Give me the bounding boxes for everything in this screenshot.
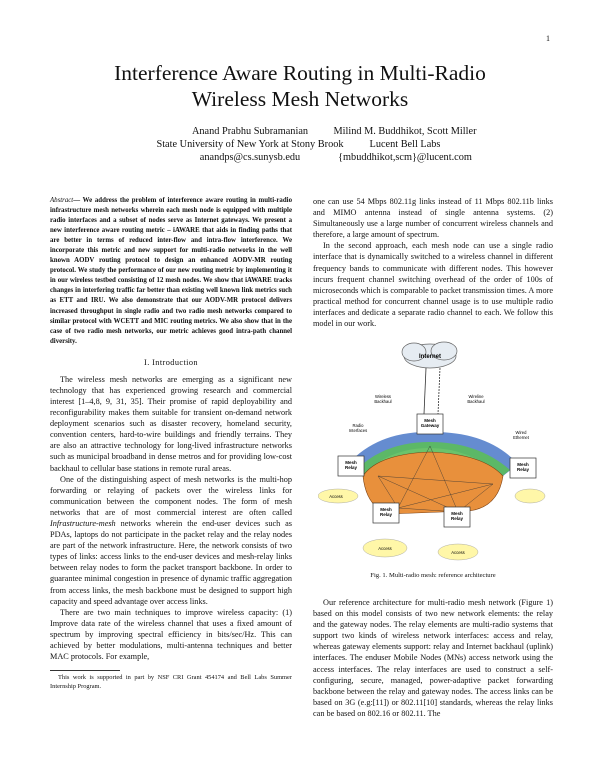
section-heading: I. Introduction (144, 357, 198, 367)
access-zone-right (515, 489, 545, 503)
svg-text:MeshRelay: Mesh Relay (344, 460, 358, 470)
mesh-relay-node-bottom-right (444, 507, 470, 527)
wireless-backhaul-label: Wireless Backhaul (374, 394, 392, 404)
mesh-relay-node-bottom-left (373, 503, 399, 523)
mesh-relay-node-left (338, 456, 364, 476)
intro-p2-emphasis: Infrastructure-mesh (50, 519, 116, 529)
title-line-2: Wireless Mesh Networks (191, 87, 409, 111)
mesh-relay-node-right (510, 458, 536, 478)
internet-label: Internet (418, 354, 442, 360)
author-name: Milind M. Buddhikot, Scott Miller (333, 126, 477, 137)
footnote: This work is supported in part by NSF CRI Grant 454174 and Bell Labs Summer Internship Program. (50, 674, 292, 690)
intro-p2-text-b: networks wherein the end-user devices such as PDAs, laptops do not participate in the packet relay and the relay nodes are part of the network infrastructure. Here, the network consists of two types of links: access links to the end-user devices and mesh-relay links between relay nodes to form the packet transport backbone. In order to guarantee minimal congestion in presence of dynamic traffic aggregation from access links, the mesh backbone must be designed to support high capacity and speed advantage over access links. (50, 519, 292, 606)
author-block-right (312, 125, 498, 164)
wireless-backhaul-link (424, 368, 426, 414)
author-email: {mbuddhikot,scm}@lucent.com (338, 152, 472, 163)
architecture-figure (318, 336, 548, 564)
svg-text:MeshRelay: Mesh Relay (516, 462, 530, 472)
radio-interfaces-label: Radio Interfaces (348, 423, 368, 433)
svg-text:MeshGateway: Mesh Gateway (420, 418, 440, 428)
internet-cloud (402, 342, 457, 368)
svg-text:MeshRelay: Mesh Relay (450, 511, 464, 521)
paper-title (0, 60, 600, 112)
intro-paragraph-1: The wireless mesh networks are emerging as a significant new technology that has experienced growing research and commercial interest [1–4,8, 9, 31, 35]. Their promise of rapid deployability and reconfigurability makes them suitable for transient on-demand network deployment scenarios such as disaster recovery, homeland security, convention centers, hard-to-wire buildings and friendly terrains. They are also an attractive technology for long-lived infrastructure networks such as municipal broadband in dense metros and for providing low-cost backhaul to cellular base stations in remote rural areas. (50, 374, 292, 473)
author-affiliation: State University of New York at Stony Brook (156, 139, 344, 150)
wireline-backhaul-label: Wireline Backhaul (467, 394, 485, 404)
intro-p2-text-a: One of the distinguishing aspect of mesh networks is the multi-hop forwarding or relaying of packets over the wireless links for communication between the component nodes. The form of mesh networks that are of most commercial interest are often called (50, 474, 292, 517)
author-name: Anand Prabhu Subramanian (191, 126, 309, 137)
figure-caption: Fig. 1. Multi-radio mesh: reference architecture (370, 572, 496, 579)
mesh-gateway-node (417, 414, 443, 434)
right-paragraph-1: one can use 54 Mbps 802.11g links instead of 11 Mbps 802.11b links and MIMO antenna instead of single antenna systems. (2) Simultaneously use a large number of concurrent wireless channels and therefore, a large amount of spectrum. (313, 197, 553, 240)
abstract-label: Abstract (50, 197, 74, 204)
page-number: 1 (546, 34, 550, 43)
wireline-backhaul-link (438, 368, 440, 414)
access-label-bottom-left: Access (378, 546, 392, 551)
wired-ethernet-label: Wired Ethernet (513, 430, 529, 440)
abstract-text: — We address the problem of interference aware routing in multi-radio infrastructure mesh networks wherein each mesh node is equipped with multiple radio interfaces and a subset of nodes serve as Internet gateways. We present a new interference aware routing metric – iAWARE that aids in finding paths that are better in terms of reduced inter-flow and intra-flow interference. We incorporate this metric and new support for multi-radio networks in the well known AODV routing protocol to design an enhanced AODV-MR routing protocol. We study the performance of our new routing metric by implementing it in our wireless testbed consisting of 12 mesh nodes. We show that iAWARE tracks changes in interfering traffic far better than existing well known link metrics such as ETT and IRU. We also demonstrate that our AODV-MR protocol delivers increased throughput in single radio and two radio mesh networks compared to similar protocol with WCETT and MIC routing metrics. We also show that in the case of two radio mesh networks, our metric achieves good intra-path channel diversity. (50, 197, 292, 345)
author-affiliation: Lucent Bell Labs (369, 139, 441, 150)
left-column (50, 196, 292, 691)
abstract (50, 196, 292, 347)
footnote-divider (50, 670, 120, 671)
author-email: anandps@cs.sunysb.edu (199, 152, 301, 163)
right-paragraph-3: Our reference architecture for multi-radio mesh network (Figure 1) based on this model consists of two new network elements: the relay and the gateway nodes. The relay elements are multi-radio systems that support two kinds of wireless network interfaces: access and relay, whereas gateway elements support: relay and Internet backhaul (uplink) interfaces. The enduser Mobile Nodes (MNs) access network using the access interfaces. The relay interfaces are used to construct a self-configuring, secure, managed, power-adaptive packet forwarding backbone between the relay and gateway nodes. The access links can be based on 3G (e.g:[11]) or 802.11[10] standards, whereas the relay links can be based on 802.16 or 802.11. The (313, 598, 553, 718)
title-line-1: Interference Aware Routing in Multi-Radio (114, 61, 486, 85)
intro-paragraph-2 (50, 474, 292, 607)
intro-paragraph-3: There are two main techniques to improve wireless capacity: (1) Improve data rate of the wireless channel that uses a fixed amount of spectrum by improving spectral efficiency in bits/sec/Hz. This can achieved by better modulations, multi-antenna techniques and better MAC protocols. For example, (50, 607, 292, 662)
right-column-bottom (313, 597, 553, 719)
right-column-top (313, 196, 553, 329)
svg-text:MeshRelay: Mesh Relay (379, 507, 393, 517)
access-label-left: Access (329, 494, 343, 499)
right-paragraph-2: In the second approach, each mesh node can use a single radio interface that is dynamically switched to a wireless channel in different frequency bands to communicate with different nodes. This however incurs frequent channel switching overhead of the order of 100s of microseconds which is comparable to packet transmission times. A more practical method for concurrent channel usage is to use multiple radio interfaces and dedicate a separate radio channel to each. We follow this model in our work. (313, 241, 553, 329)
access-label-bottom-right: Access (451, 550, 465, 555)
